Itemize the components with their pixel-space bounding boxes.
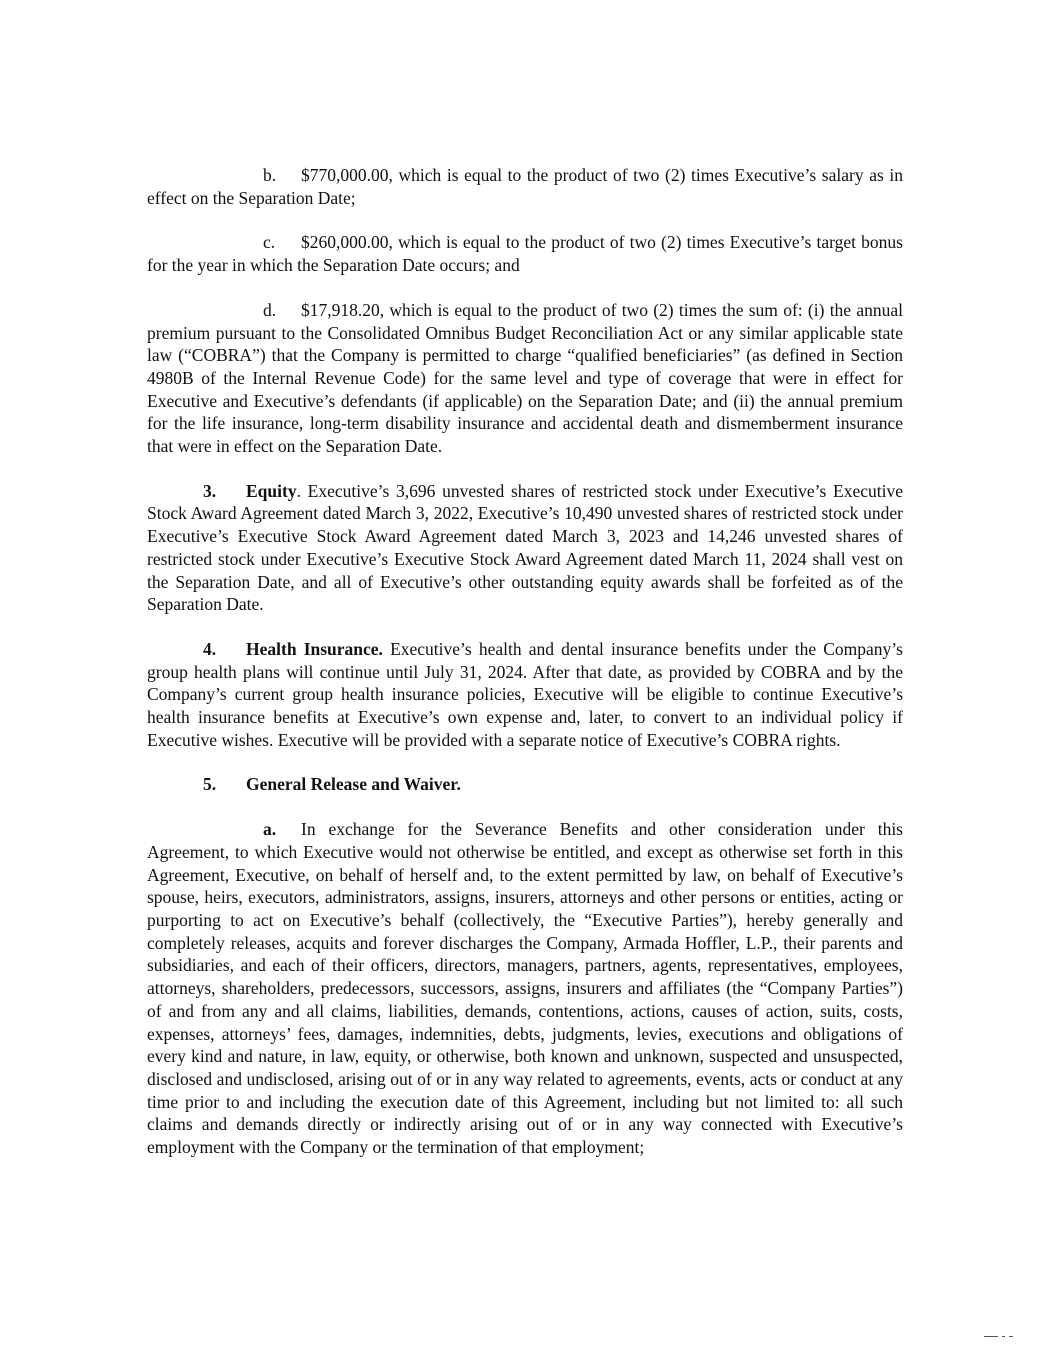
section-4-number: 4. [203,638,217,659]
paragraph-c-text: $260,000.00, which is equal to the product of two (2) times Executive’s target bonus for the year in which the Separation Date occurs; and [147,232,903,276]
paragraph-b [147,164,903,209]
section-4-title: Health Insurance. [246,638,383,659]
section-5-a-marker: a. [263,819,277,840]
section-4-text: Executive’s health and dental insurance benefits under the Company’s group health plans will continue until July 31, 2024. After that date, as provided by COBRA and by the Company’s current group health insurance policies, Executive will be eligible to continue Executive’s health insurance benefits at Executive’s own expense and, later, to convert to an individual policy if Executive wishes. Executive will be provided with a separate notice of Executive’s COBRA rights. [147,638,903,750]
paragraph-b-text: $770,000.00, which is equal to the product of two (2) times Executive’s salary as in effect on the Separation Date; [147,165,903,208]
section-5-a-text: In exchange for the Severance Benefits and other consideration under this Agreement, to which Executive would not otherwise be entitled, and except as otherwise set forth in this Agreement, Executive, on behalf of herself and, to the extent permitted by law, on behalf of Executive’s spouse, heirs, executors, administrators, assigns, insurers, attorneys and other persons or entities, acting or purporting to act on Executive’s behalf (collectively, the “Executive Parties”), hereby generally and completely releases, acquits and forever discharges the Company, Armada Hoffler, L.P., their parents and subsidiaries, and each of their officers, directors, managers, partners, agents, representatives, employees, attorneys, shareholders, predecessors, successors, assigns, insurers and affiliates (the “Company Parties”) of and from any and all claims, liabilities, demands, contentions, actions, causes of action, suits, costs, expenses, attorneys’ fees, damages, indemnities, debts, judgments, levies, executions and obligations of every kind and nature, in law, equity, or otherwise, both known and unknown, suspected and unsuspected, disclosed and undisclosed, arising out of or in any way related to agreements, events, acts or conduct at any time prior to and including the execution date of this Agreement, including but not limited to: all such claims and demands directly or indirectly arising out of or in any way connected with Executive’s employment with the Company or the termination of that employment; [147,819,903,1158]
section-3-number: 3. [203,480,217,501]
section-3-title: Equity [246,480,297,501]
section-5-paragraph-a [147,818,903,1159]
paragraph-c-marker: c. [263,232,276,253]
paragraph-b-marker: b. [263,165,277,185]
section-3-text: . Executive’s 3,696 unvested shares of restricted stock under Executive’s Executive Stock Award Agreement dated March 3, 2022, Executive’s 10,490 unvested shares of restricted stock under Executive’s Executive Stock Award Agreement dated March 3, 2023 and 14,246 unvested shares of restricted stock under Executive’s Executive Stock Award Agreement dated March 11, 2024 shall vest on the Separation Date, and all of Executive’s other outstanding equity awards shall be forfeited as of the Separation Date. [147,480,903,615]
section-3 [147,480,903,616]
paragraph-d [147,299,903,458]
section-4 [147,638,903,752]
section-5-number: 5. [203,774,217,795]
footer-scan-mark [984,1336,1014,1339]
paragraph-d-marker: d. [263,299,277,320]
section-5-title: General Release and Waiver. [246,774,461,795]
paragraph-c [147,231,903,276]
section-5-heading [147,773,903,796]
document-page [147,164,903,1181]
paragraph-d-text: $17,918.20, which is equal to the product of two (2) times the sum of: (i) the annual premium pursuant to the Consolidated Omnibus Budget Reconciliation Act or any similar applicable state law (“COBRA”) that the Company is permitted to charge “qualified beneficiaries” (as defined in Section 4980B of the Internal Revenue Code) for the same level and type of coverage that were in effect for Executive and Executive’s defendants (if applicable) on the Separation Date; and (ii) the annual premium for the life insurance, long-term disability insurance and accidental death and dismemberment insurance that were in effect on the Separation Date. [147,299,903,457]
